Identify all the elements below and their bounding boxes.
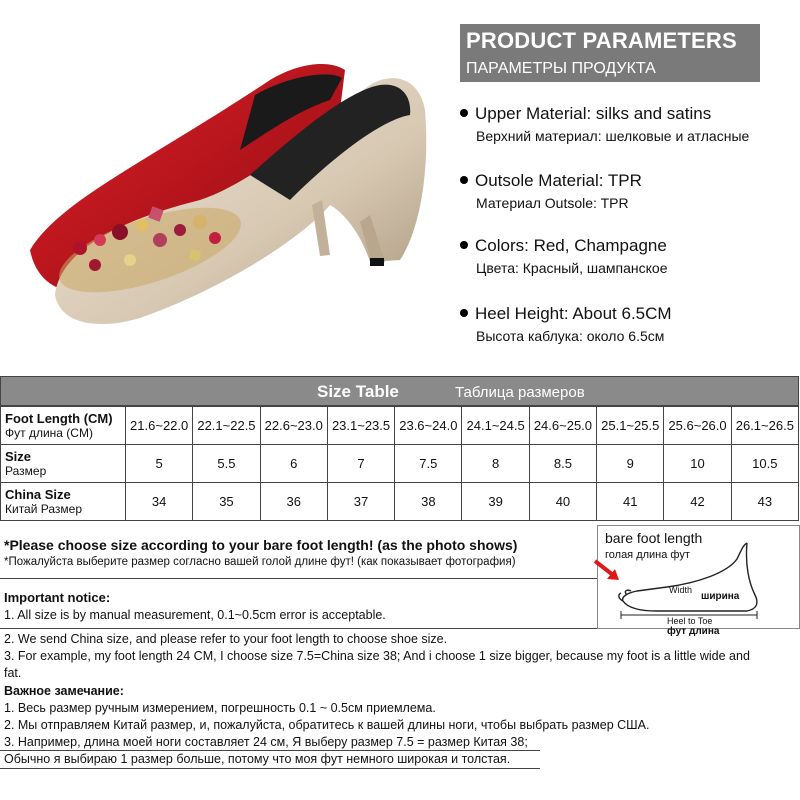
table-cell: 24.6~25.0 [529,407,596,445]
heel-to-toe-label: Heel to Toe [667,616,713,626]
size-table [0,376,800,524]
table-cell: 5.5 [193,445,260,483]
table-cell: 6 [260,445,327,483]
important-notice-2: 2. We send China size, and please refer to your foot length to choose shoe size. [4,632,448,646]
param-label: Colors: Red, Champagne [475,236,667,255]
parameters-subtitle: ПАРАМЕТРЫ ПРОДУКТА [466,60,656,77]
important-notice-ru-1: 1. Весь размер ручным измерением, погрешность 0.1 ~ 0.5см приемлема. [4,701,436,715]
param-label-ru: Верхний материал: шелковые и атласные [476,128,750,144]
row-label: Size [5,448,32,464]
table-cell: 35 [193,483,260,521]
row-label-ru: Фут длина (CM) [5,425,93,440]
table-cell: 25.6~26.0 [664,407,731,445]
bare-foot-label: bare foot length [605,530,703,546]
row-header [1,483,126,521]
size-table-title: Size Table [317,382,399,401]
size-table-header [0,376,799,406]
param-label-ru: Высота каблука: около 6.5см [476,328,665,344]
table-cell: 9 [597,445,664,483]
bare-foot-label-ru: голая длина фут [605,549,690,561]
row-label-ru: Размер [5,463,47,478]
table-cell: 8 [462,445,529,483]
important-notice-ru-2: 2. Мы отправляем Китай размер, и, пожалуйста, обратитесь к вашей длины ноги, чтобы выбрать размер США. [4,718,650,732]
row-header [1,407,126,445]
bullet-icon [460,176,468,184]
size-table-subtitle: Таблица размеров [455,384,585,401]
param-colors [460,236,668,276]
table-cell: 8.5 [529,445,596,483]
table-cell: 36 [260,483,327,521]
param-label: Upper Material: silks and satins [475,104,712,123]
table-cell: 37 [327,483,394,521]
table-cell: 38 [395,483,462,521]
bullet-icon [460,309,468,317]
table-cell: 23.1~23.5 [327,407,394,445]
table-cell: 25.1~25.5 [597,407,664,445]
choose-size-note-ru: *Пожалуйста выберите размер согласно вашей голой длине фут! (как показывает фотография) [4,556,516,568]
product-parameters-header [460,24,760,82]
table-cell: 7.5 [395,445,462,483]
table-cell: 43 [731,483,798,521]
table-cell: 26.1~26.5 [731,407,798,445]
table-cell: 10 [664,445,731,483]
param-label: Heel Height: About 6.5CM [475,304,672,323]
param-upper-material [460,104,749,144]
size-grid [0,406,799,521]
table-cell: 5 [126,445,193,483]
table-row-size [1,445,799,483]
parameters-title: PRODUCT PARAMETERS [466,28,737,53]
table-cell: 42 [664,483,731,521]
table-cell: 40 [529,483,596,521]
important-notice-title: Important notice: [4,590,111,605]
bullet-icon [460,241,468,249]
important-notice-ru-title: Важное замечание: [4,684,124,698]
row-label-ru: Китай Размер [5,501,83,516]
table-cell: 41 [597,483,664,521]
important-notice-ru-4: Обычно я выбираю 1 размер больше, потому что моя фут немного широкая и толстая. [4,752,511,766]
important-notice-3-cont: fat. [4,666,22,680]
row-label: China Size [5,486,71,502]
important-notice-3: 3. For example, my foot length 24 CM, I choose size 7.5=China size 38; And i choose 1 size bigger, because my foot is a little wide and [4,649,750,663]
divider [0,750,540,751]
param-label: Outsole Material: TPR [475,171,642,190]
width-label-ru: ширина [701,591,740,602]
table-row-foot-length [1,407,799,445]
param-label-ru: Цвета: Красный, шампанское [476,260,668,276]
param-outsole-material [460,171,642,211]
table-row-china-size [1,483,799,521]
param-heel-height [460,304,672,344]
divider [0,578,597,579]
important-notice-ru-3: 3. Например, длина моей ноги составляет 24 см, Я выберу размер 7.5 = размер Китая 38; [4,735,528,749]
row-header [1,445,126,483]
choose-size-note: *Please choose size according to your bare foot length! (as the photo shows) [4,537,518,553]
table-cell: 24.1~24.5 [462,407,529,445]
width-label: Width [669,585,693,595]
divider [0,768,540,769]
table-cell: 10.5 [731,445,798,483]
table-cell: 39 [462,483,529,521]
foot-measure-diagram [597,525,800,637]
table-cell: 21.6~22.0 [126,407,193,445]
table-cell: 7 [327,445,394,483]
table-cell: 22.6~23.0 [260,407,327,445]
heel-to-toe-label-ru: фут длина [667,626,720,637]
table-cell: 34 [126,483,193,521]
table-cell: 22.1~22.5 [193,407,260,445]
table-cell: 23.6~24.0 [395,407,462,445]
product-photo [0,0,450,370]
important-notice-1: 1. All size is by manual measurement, 0.1~0.5cm error is acceptable. [4,608,386,622]
param-label-ru: Материал Outsole: TPR [476,195,629,211]
row-label: Foot Length (CM) [5,410,113,426]
bullet-icon [460,109,468,117]
